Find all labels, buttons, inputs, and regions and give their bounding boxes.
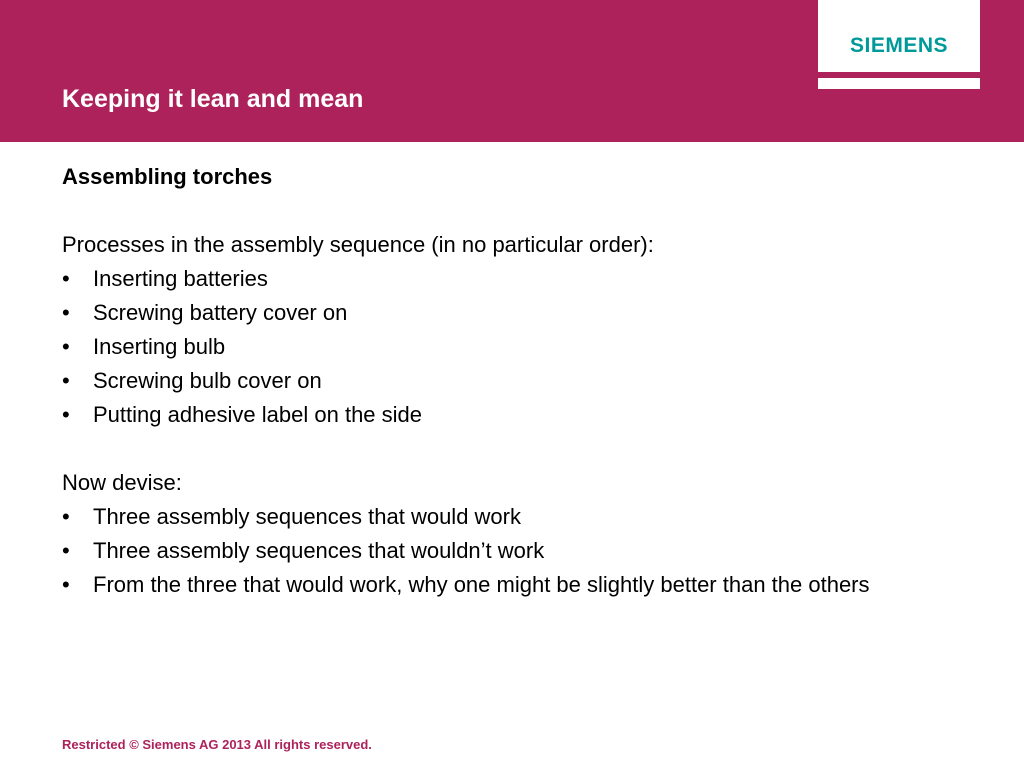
bullet-icon: • bbox=[62, 300, 70, 325]
tasks-intro: Now devise: bbox=[62, 470, 182, 495]
slide-content bbox=[62, 160, 962, 602]
spacer bbox=[62, 432, 962, 466]
siemens-logo: SIEMENS bbox=[849, 34, 949, 57]
bullet-icon: • bbox=[62, 266, 70, 291]
subheading: Assembling torches bbox=[62, 164, 273, 189]
list-item bbox=[62, 500, 962, 534]
bullet-icon: • bbox=[62, 368, 70, 393]
logo-box bbox=[818, 0, 980, 72]
list-item-text: Three assembly sequences that would work bbox=[93, 504, 521, 529]
list-item bbox=[62, 296, 962, 330]
list-item bbox=[62, 330, 962, 364]
list-item bbox=[62, 534, 962, 568]
footer-copyright: Restricted © Siemens AG 2013 All rights reserved. bbox=[62, 737, 372, 752]
task-list bbox=[62, 500, 962, 602]
list-item-text: Screwing battery cover on bbox=[93, 300, 348, 325]
bullet-icon: • bbox=[62, 504, 70, 529]
list-item bbox=[62, 262, 962, 296]
list-item-text: Screwing bulb cover on bbox=[93, 368, 322, 393]
list-item-text: Three assembly sequences that wouldn’t work bbox=[93, 538, 545, 563]
list-item bbox=[62, 568, 962, 602]
spacer bbox=[62, 194, 962, 228]
list-item-text: Inserting bulb bbox=[93, 334, 226, 359]
bullet-icon: • bbox=[62, 402, 70, 427]
bullet-icon: • bbox=[62, 538, 70, 563]
list-item-text: Putting adhesive label on the side bbox=[93, 402, 423, 427]
logo-underline bbox=[818, 78, 980, 89]
bullet-icon: • bbox=[62, 572, 70, 597]
list-item bbox=[62, 364, 962, 398]
processes-intro: Processes in the assembly sequence (in no particular order): bbox=[62, 232, 654, 257]
slide-title: Keeping it lean and mean bbox=[62, 85, 364, 113]
list-item-text: From the three that would work, why one might be slightly better than the others bbox=[93, 572, 870, 597]
bullet-icon: • bbox=[62, 334, 70, 359]
list-item bbox=[62, 398, 962, 432]
process-list bbox=[62, 262, 962, 432]
list-item-text: Inserting batteries bbox=[93, 266, 268, 291]
